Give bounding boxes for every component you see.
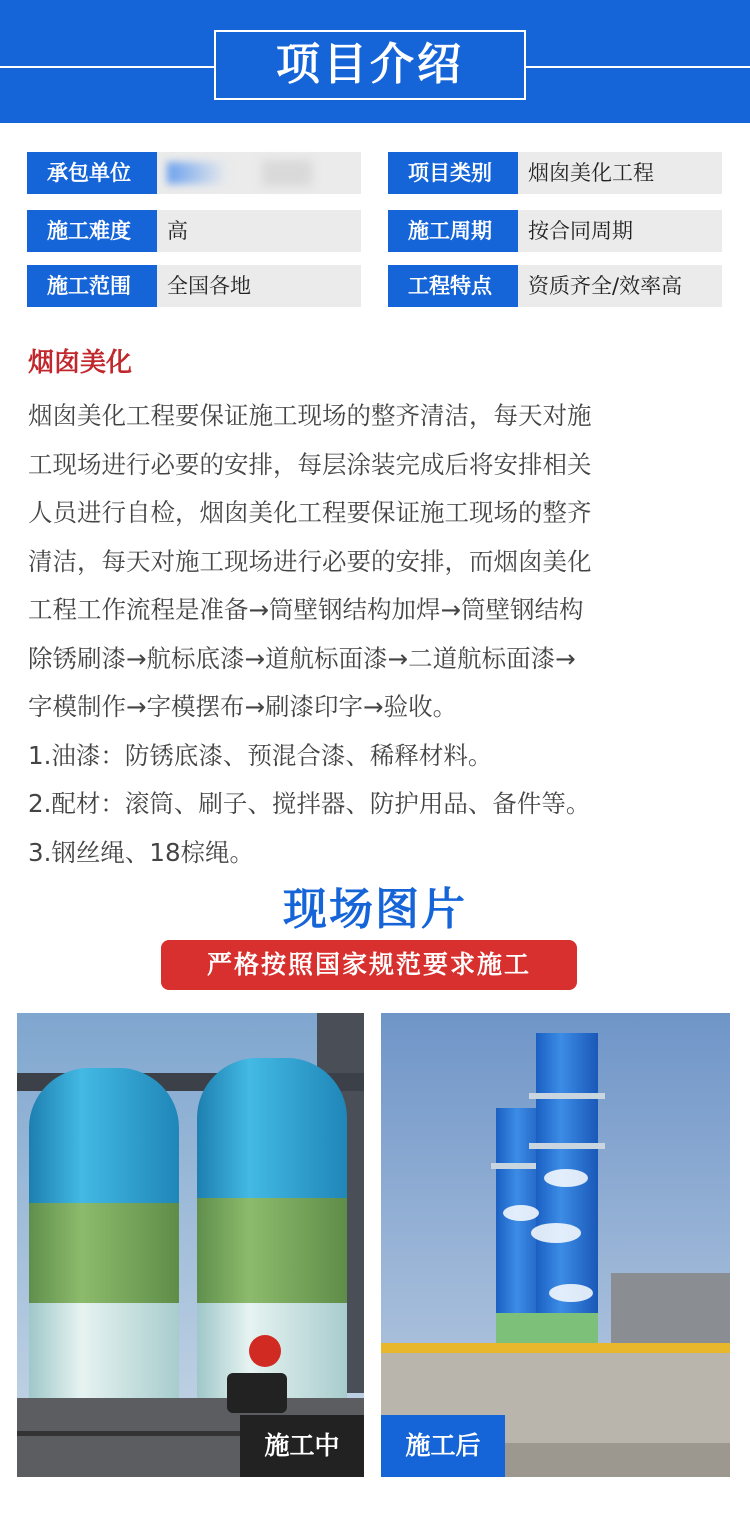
article-line: 2.配材：滚筒、刷子、搅拌器、防护用品、备件等。	[28, 789, 591, 818]
article-line: 3.钢丝绳、18棕绳。	[28, 837, 255, 867]
category-value: 烟囱美化工程	[518, 152, 722, 194]
contractor-label: 承包单位	[27, 152, 157, 194]
page-title: 项目介绍	[214, 30, 526, 100]
silo-illustration	[17, 1013, 364, 1477]
info-row-feature	[388, 265, 722, 307]
info-row-period	[388, 210, 722, 252]
header-banner	[0, 0, 750, 123]
article-line: 清洁，每天对施工现场进行必要的安排，而烟囱美化	[28, 546, 592, 576]
info-row-scope	[27, 265, 361, 307]
period-value: 按合同周期	[518, 210, 722, 252]
period-label: 施工周期	[388, 210, 518, 252]
article-line: 字模制作→字模摆布→刷漆印字→验收。	[28, 692, 458, 721]
info-row-category	[388, 152, 722, 194]
difficulty-value: 高	[157, 210, 361, 252]
info-row-contractor	[27, 152, 361, 194]
feature-value: 资质齐全/效率高	[518, 265, 722, 307]
scope-value: 全国各地	[157, 265, 361, 307]
article-line: 工程工作流程是准备→筒壁钢结构加焊→筒壁钢结构	[28, 595, 584, 624]
article-line: 工现场进行必要的安排，每层涂装完成后将安排相关	[28, 449, 592, 479]
article-body	[28, 392, 740, 877]
photo-after-construction	[381, 1013, 730, 1477]
contractor-value	[157, 152, 361, 194]
article-line: 除锈刷漆→航标底漆→道航标面漆→二道航标面漆→	[28, 643, 576, 673]
photo-during-construction	[17, 1013, 364, 1477]
after-construction-tag: 施工后	[381, 1415, 505, 1477]
feature-label: 工程特点	[388, 265, 518, 307]
difficulty-label: 施工难度	[27, 210, 157, 252]
blurred-logo	[167, 162, 227, 184]
article-line: 烟囱美化工程要保证施工现场的整齐清洁，每天对施	[28, 401, 592, 430]
photos-title: 现场图片	[283, 884, 467, 935]
during-construction-tag: 施工中	[240, 1415, 364, 1477]
standards-banner: 严格按照国家规范要求施工	[161, 940, 577, 990]
blurred-text	[262, 160, 312, 186]
chimney-illustration	[381, 1013, 730, 1477]
category-label: 项目类别	[388, 152, 518, 194]
article-line: 1.油漆：防锈底漆、预混合漆、稀释材料。	[28, 740, 493, 770]
info-row-difficulty	[27, 210, 361, 252]
article-title: 烟囱美化	[28, 348, 133, 378]
scope-label: 施工范围	[27, 265, 157, 307]
article-line: 人员进行自检，烟囱美化工程要保证施工现场的整齐	[28, 498, 592, 527]
